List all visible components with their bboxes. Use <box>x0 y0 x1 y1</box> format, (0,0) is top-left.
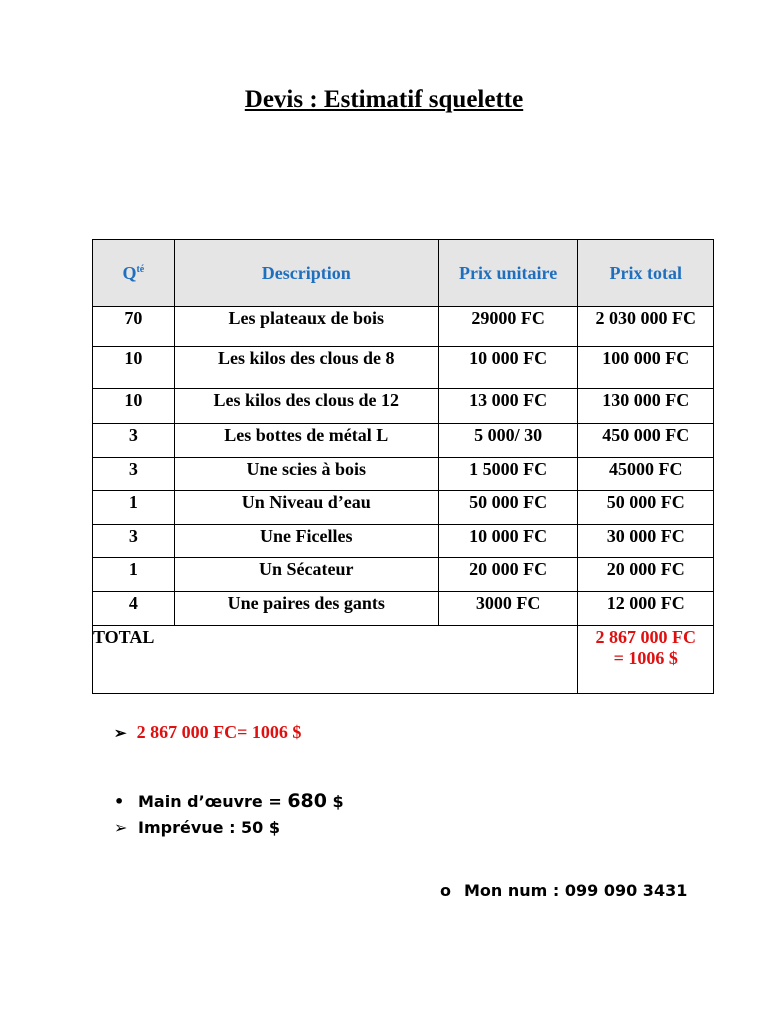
header-total-price: Prix total <box>578 240 714 307</box>
cell-total-price: 100 000 FC <box>578 347 714 389</box>
cell-unit-price: 1 5000 FC <box>438 458 578 491</box>
contact-text: Mon num : 099 090 3431 <box>464 881 688 900</box>
cell-total-price: 12 000 FC <box>578 592 714 626</box>
summary-text: 2 867 000 FC= 1006 $ <box>136 722 302 742</box>
cell-description: Une paires des gants <box>174 592 438 626</box>
cell-description: Les bottes de métal L <box>174 424 438 458</box>
cell-quantity: 4 <box>93 592 175 626</box>
cell-description: Un Sécateur <box>174 558 438 592</box>
arrow-bullet-icon: ➢ <box>114 818 128 837</box>
estimate-table <box>92 239 714 694</box>
total-label: TOTAL <box>93 626 578 694</box>
table-row <box>93 491 714 525</box>
cell-description: Les plateaux de bois <box>174 307 438 347</box>
labor-label: Main d’œuvre = <box>138 792 288 811</box>
cell-quantity: 10 <box>93 389 175 424</box>
total-value-fc: 2 867 000 FC <box>595 627 696 647</box>
header-description: Description <box>174 240 438 307</box>
cell-quantity: 3 <box>93 424 175 458</box>
contact-number <box>440 881 687 900</box>
table-row <box>93 307 714 347</box>
table-row <box>93 458 714 491</box>
cell-unit-price: 20 000 FC <box>438 558 578 592</box>
table-row <box>93 424 714 458</box>
arrow-bullet-icon: ➢ <box>114 726 127 742</box>
cell-total-price: 130 000 FC <box>578 389 714 424</box>
table-row <box>93 347 714 389</box>
cell-description: Un Niveau d’eau <box>174 491 438 525</box>
cell-total-price: 2 030 000 FC <box>578 307 714 347</box>
circle-bullet-icon: o <box>440 881 451 900</box>
labor-amount: 680 <box>287 790 327 812</box>
cell-total-price: 20 000 FC <box>578 558 714 592</box>
cell-unit-price: 3000 FC <box>438 592 578 626</box>
cell-total-price: 30 000 FC <box>578 525 714 558</box>
cell-quantity: 3 <box>93 458 175 491</box>
summary-line <box>114 722 301 743</box>
cell-total-price: 50 000 FC <box>578 491 714 525</box>
header-quantity <box>93 240 175 307</box>
total-value-usd: = 1006 $ <box>613 648 678 668</box>
cell-unit-price: 50 000 FC <box>438 491 578 525</box>
header-quantity-sup: té <box>136 263 145 275</box>
table-row <box>93 558 714 592</box>
total-row <box>93 626 714 694</box>
cell-quantity: 1 <box>93 558 175 592</box>
document-title: Devis : Estimatif squelette <box>244 86 524 113</box>
dot-bullet-icon: • <box>114 792 125 811</box>
cell-description: Une Ficelles <box>174 525 438 558</box>
labor-currency: $ <box>326 792 344 811</box>
total-value <box>578 626 714 694</box>
unforeseen-cost-item <box>114 818 280 837</box>
cell-unit-price: 5 000/ 30 <box>438 424 578 458</box>
table-row <box>93 525 714 558</box>
cell-quantity: 10 <box>93 347 175 389</box>
header-unit-price: Prix unitaire <box>438 240 578 307</box>
cell-description: Les kilos des clous de 8 <box>174 347 438 389</box>
cell-unit-price: 13 000 FC <box>438 389 578 424</box>
cell-quantity: 1 <box>93 491 175 525</box>
table-row <box>93 592 714 626</box>
unforeseen-text: Imprévue : 50 $ <box>138 818 280 837</box>
cell-total-price: 45000 FC <box>578 458 714 491</box>
table-row <box>93 389 714 424</box>
cell-total-price: 450 000 FC <box>578 424 714 458</box>
cell-description: Les kilos des clous de 12 <box>174 389 438 424</box>
header-quantity-text: Q <box>122 262 137 283</box>
table-header-row <box>93 240 714 307</box>
cell-unit-price: 29000 FC <box>438 307 578 347</box>
cell-description: Une scies à bois <box>174 458 438 491</box>
labor-cost-item <box>114 790 344 812</box>
cell-quantity: 70 <box>93 307 175 347</box>
cell-quantity: 3 <box>93 525 175 558</box>
cell-unit-price: 10 000 FC <box>438 347 578 389</box>
cell-unit-price: 10 000 FC <box>438 525 578 558</box>
